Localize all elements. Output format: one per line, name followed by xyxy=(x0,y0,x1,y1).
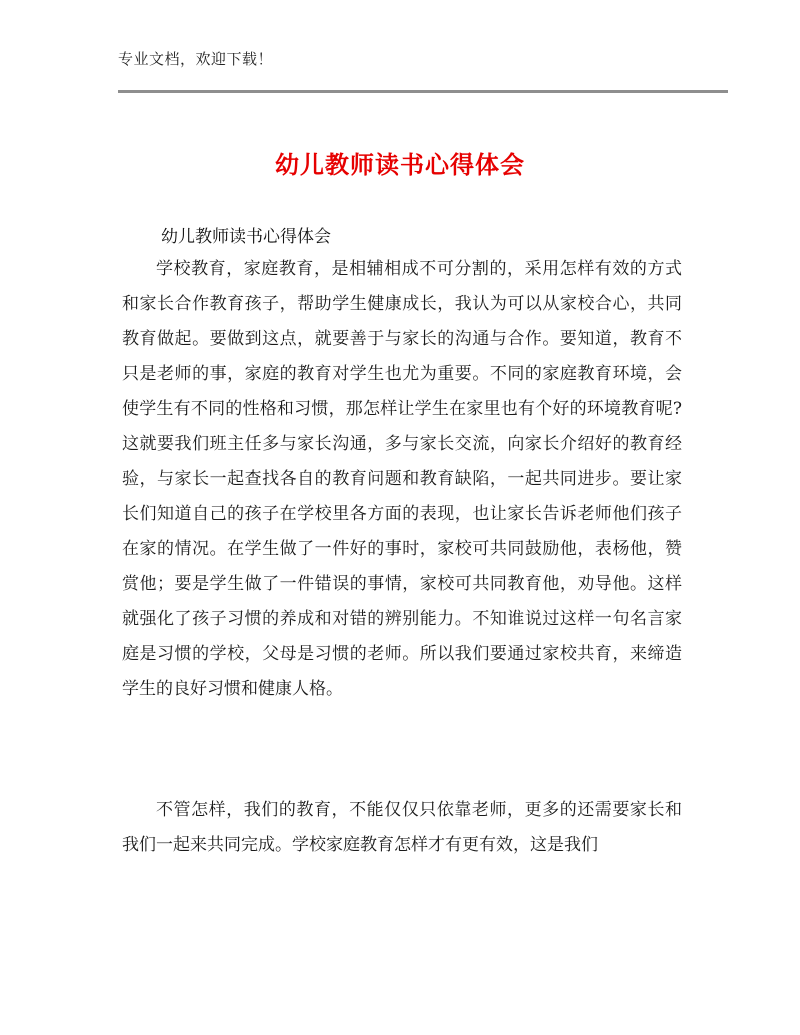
page-header-text: 专业文档，欢迎下载！ xyxy=(118,50,274,68)
document-title: 幼儿教师读书心得体会 xyxy=(275,151,525,179)
document-subtitle: 幼儿教师读书心得体会 xyxy=(161,227,331,247)
body-paragraph-2: 不管怎样，我们的教育，不能仅仅只依靠老师，更多的还需要家长和我们一起来共同完成。学校家庭教育怎样才有更有效，这是我们 xyxy=(122,800,682,855)
body-paragraph-1: 学校教育，家庭教育，是相辅相成不可分割的，采用怎样有效的方式和家长合作教育孩子，帮助学生健康成长，我认为可以从家校合心，共同教育做起。要做到这点，就要善于与家长的沟通与合作。要知道，教育不只是老师的事，家庭的教育对学生也尤为重要。不同的家庭教育环境，会使学生有不同的性格和习惯，那怎样让学生在家里也有个好的环境教育呢?这就要我们班主任多与家长沟通，多与家长交流，向家长介绍好的教育经验，与家长一起查找各自的教育问题和教育缺陷，一起共同进步。要让家长们知道自己的孩子在学校里各方面的表现，也让家长告诉老师他们孩子在家的情况。在学生做了一件好的事时，家校可共同鼓励他，表杨他，赞赏他；要是学生做了一件错误的事情，家校可共同教育他，劝导他。这样就强化了孩子习惯的养成和对错的辨别能力。不知谁说过这样一句名言家庭是习惯的学校，父母是习惯的老师。所以我们要通过家校共育，来缔造学生的良好习惯和健康人格。 xyxy=(122,259,682,699)
header-divider xyxy=(118,90,728,93)
